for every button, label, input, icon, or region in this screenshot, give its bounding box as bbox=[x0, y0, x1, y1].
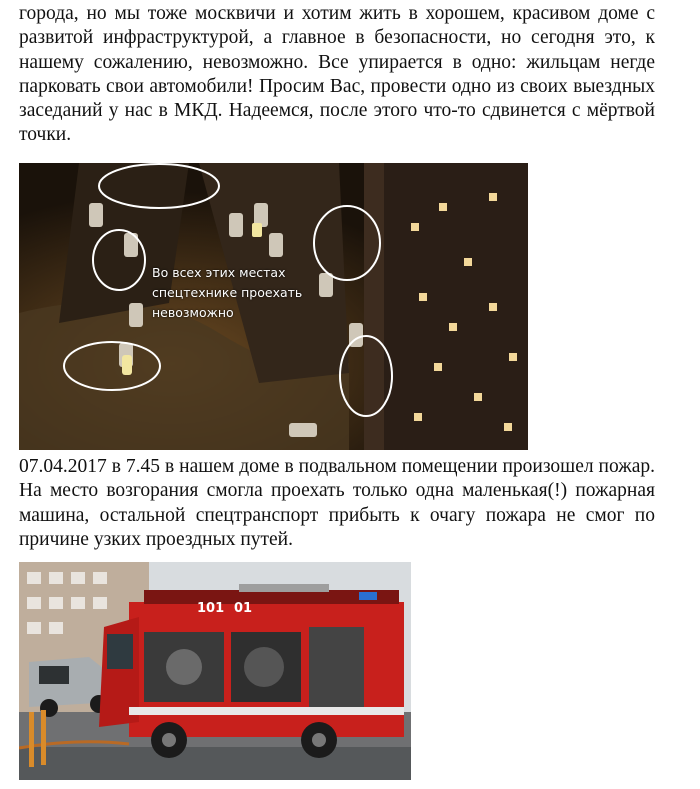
caption-line-3: невозможно bbox=[152, 305, 234, 320]
caption-line-1: Во всех этих местах bbox=[152, 265, 286, 280]
paragraph-intro bbox=[19, 2, 655, 148]
fire-line-3: машина, остальной спецтранспорт прибыть к очагу пожара не смог по bbox=[19, 504, 655, 526]
truck-number-2: 01 bbox=[234, 601, 253, 616]
fire-line-4: причине узких проездных путей. bbox=[19, 528, 293, 550]
intro-line-5: заседаний у нас в МКД. Надеемся, после этого что-то сдвинется с мёртвой bbox=[19, 100, 655, 122]
intro-line-3: нашему сожалению, невозможно. Все упирается в одно: жильцам негде bbox=[19, 51, 655, 73]
intro-line-6: точки. bbox=[19, 124, 72, 146]
intro-line-2: развитой инфраструктурой, а главное в безопасности, но сегодня это, к bbox=[19, 27, 655, 49]
aerial-photo-caption bbox=[152, 263, 302, 323]
fire-line-2: На место возгорания смогла проехать только одна маленькая(!) пожарная bbox=[19, 480, 655, 502]
caption-line-2: спецтехнике проехать bbox=[152, 285, 303, 300]
fire-line-1: 07.04.2017 в 7.45 в нашем доме в подвальном помещении произошел пожар. bbox=[19, 456, 655, 477]
firetruck-photo bbox=[19, 562, 411, 780]
firetruck-photo-image bbox=[19, 562, 411, 780]
paragraph-fire bbox=[19, 455, 655, 552]
intro-line-4: парковать свои автомобили! Просим Вас, провести одно из своих выездных bbox=[19, 75, 655, 97]
intro-line-1: города, но мы тоже москвичи и хотим жить в хорошем, красивом доме с bbox=[19, 3, 655, 24]
truck-number-1: 101 bbox=[197, 601, 225, 616]
aerial-courtyard-photo bbox=[19, 163, 528, 450]
